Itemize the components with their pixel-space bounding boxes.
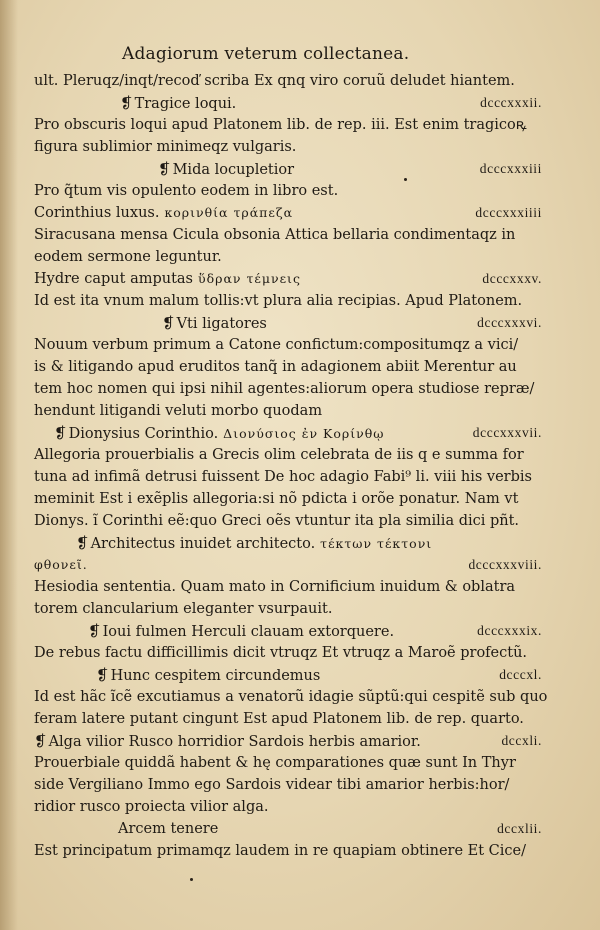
text-line — [34, 114, 542, 136]
text-line — [34, 532, 542, 554]
line-latin: Architectus inuidet architecto. — [90, 536, 316, 552]
adage-number: dcccxl. — [499, 667, 542, 682]
line-text — [34, 466, 532, 488]
greek-phrase: κορινθία τράπεζα — [159, 205, 294, 220]
text-line — [34, 554, 542, 576]
line-text — [34, 488, 518, 510]
text-line — [34, 158, 542, 180]
pilcrow-mark: ❡ — [88, 622, 101, 640]
line-latin: ult. Pleruqz/inqt/recoď scriba Ex qnq viro coruũ deludet hiantem. — [34, 73, 515, 89]
line-text — [34, 840, 526, 862]
line-latin: Hunc cespitem circundemus — [110, 668, 321, 684]
text-line — [34, 224, 542, 246]
text-line — [34, 796, 542, 818]
text-line — [34, 136, 542, 158]
page-body — [34, 70, 548, 862]
line-text — [34, 114, 527, 136]
line-latin: Ioui fulmen Herculi clauam extorquere. — [102, 624, 395, 640]
ink-speck — [190, 878, 193, 881]
text-line — [34, 576, 542, 598]
text-line — [34, 92, 542, 114]
text-line — [34, 378, 542, 400]
pilcrow-mark: ❡ — [34, 732, 47, 750]
line-text — [34, 598, 332, 620]
running-header: Adagiorum veterum collectanea. — [122, 44, 410, 64]
line-latin: Pro obscuris loqui apud Platonem lib. de rep. iii. Est enim tragicoꝶ — [34, 117, 527, 133]
line-text — [34, 224, 515, 246]
line-text — [34, 796, 269, 818]
text-line — [34, 246, 542, 268]
line-latin: torem clancularium eleganter vsurpauit. — [34, 601, 333, 617]
text-line — [34, 400, 542, 422]
line-text — [76, 532, 432, 555]
line-latin: Nouum verbum primum a Catone confictum:compositumqz a vici/ — [34, 337, 519, 353]
adage-number: dcccxxxiiii — [475, 205, 542, 220]
line-latin: figura sublimior minimeqz vulgaris. — [34, 139, 297, 155]
line-latin: Arcem tenere — [118, 821, 219, 837]
line-text — [34, 752, 516, 774]
text-line — [34, 466, 542, 488]
greek-phrase: ὕδραν τέμνεις — [193, 271, 301, 286]
text-line — [34, 840, 542, 862]
text-line — [34, 818, 542, 840]
line-text — [34, 444, 524, 466]
line-text — [34, 334, 518, 356]
greek-phrase: τέκτων τέκτονι — [315, 536, 433, 551]
line-text — [34, 708, 524, 730]
text-line — [34, 598, 542, 620]
line-latin: is & litigando apud eruditos tanq̃ in adagionem abiit Merentur au — [34, 359, 517, 375]
line-text — [34, 70, 515, 92]
pilcrow-mark: ❡ — [96, 666, 109, 684]
pilcrow-mark: ❡ — [76, 534, 89, 552]
line-latin: eodem sermone leguntur. — [34, 249, 222, 265]
line-text — [88, 620, 394, 643]
pilcrow-mark: ❡ — [158, 160, 171, 178]
text-line — [34, 664, 542, 686]
text-line — [34, 730, 542, 752]
line-text — [34, 268, 301, 290]
text-line — [34, 422, 542, 444]
line-latin: tuna ad infimã detrusi fuissent De hoc adagio Fabi⁹ li. viii his verbis — [34, 469, 532, 485]
adage-number: dccxlii. — [497, 821, 542, 836]
pilcrow-mark: ❡ — [54, 424, 67, 442]
text-line — [34, 510, 542, 532]
line-text — [158, 158, 294, 181]
line-text — [162, 312, 267, 335]
text-line — [34, 774, 542, 796]
line-text — [34, 774, 509, 796]
adage-number: dcccxxxvi. — [477, 315, 542, 330]
line-latin: Dionysius Corinthio. — [68, 426, 219, 442]
text-line — [34, 290, 542, 312]
line-text — [34, 246, 222, 268]
line-latin: Id est ita vnum malum tollis:vt plura alia recipias. Apud Platonem. — [34, 293, 523, 309]
greek-phrase: Διονύσιος ἐν Κορίνθῳ — [218, 426, 385, 441]
line-text — [34, 202, 293, 224]
line-latin: Id est hãc ĩcẽ excutiamus a venatorũ idagie sũptũ:qui cespitẽ sub quo — [34, 689, 548, 705]
line-text — [34, 554, 88, 576]
text-line — [34, 752, 542, 774]
line-latin: De rebus factu difficillimis dicit vtruqz Et vtruqz a Maroẽ profectũ. — [34, 645, 528, 661]
line-latin: Allegoria prouerbialis a Grecis olim celebrata de iis q e summa for — [34, 447, 524, 463]
line-text — [34, 400, 322, 422]
adage-number: dcccxxxiii — [479, 161, 542, 176]
text-line — [34, 180, 542, 202]
line-latin: side Vergiliano Immo ego Sardois videar tibi amarior herbis:hor/ — [34, 777, 510, 793]
line-latin: Prouerbiale quiddã habent & hę comparationes quæ sunt In Thyr — [34, 755, 516, 771]
adage-number: dcccxxxvii. — [472, 425, 542, 440]
line-text — [34, 290, 522, 312]
text-line — [34, 202, 542, 224]
text-line — [34, 70, 542, 92]
line-latin: Corinthius luxus. — [34, 205, 160, 221]
text-line — [34, 686, 548, 708]
line-latin: ridior rusco proiecta vilior alga. — [34, 799, 269, 815]
text-line — [34, 444, 542, 466]
adage-number: dcccxxxviii. — [468, 557, 542, 572]
text-line — [34, 488, 542, 510]
pilcrow-mark: ❡ — [162, 314, 175, 332]
adage-number: dcccxxxix. — [477, 623, 542, 638]
line-latin: Pro q̃tum vis opulento eodem in libro est. — [34, 183, 339, 199]
greek-phrase: φθονεῖ. — [34, 557, 88, 572]
line-latin: meminit Est i exẽplis allegoria:si nõ pdicta i orõe ponatur. Nam vt — [34, 491, 519, 507]
line-text — [96, 664, 320, 687]
line-latin: Est principatum primamqz laudem in re quapiam obtinere Et Cice/ — [34, 843, 526, 859]
line-latin: Vti ligatores — [176, 316, 267, 332]
line-text — [34, 378, 534, 400]
text-line — [34, 708, 542, 730]
line-text — [34, 686, 547, 708]
line-text — [54, 422, 384, 445]
text-line — [34, 642, 542, 664]
adage-number: dcccxxxii. — [480, 95, 542, 110]
line-latin: hendunt litigandi veluti morbo quodam — [34, 403, 323, 419]
line-latin: Dionys. ĩ Corinthi eẽ:quo Greci oẽs vtuntur ita pla similia dici pñt. — [34, 513, 520, 529]
line-latin: Tragice loqui. — [134, 96, 237, 112]
line-text — [34, 642, 527, 664]
line-text — [34, 510, 519, 532]
page-spine-shadow — [0, 0, 18, 930]
line-latin: Hesiodia sententia. Quam mato in Cornificium inuidum & oblatra — [34, 579, 516, 595]
line-latin: Alga vilior Rusco horridior Sardois herbis amarior. — [48, 734, 421, 750]
line-latin: Hydre caput amputas — [34, 271, 193, 287]
text-line — [34, 268, 542, 290]
line-latin: feram latere putant cingunt Est apud Platonem lib. de rep. quarto. — [34, 711, 524, 727]
text-line — [34, 312, 542, 334]
line-text — [118, 818, 218, 840]
line-latin: Mida locupletior — [172, 162, 295, 178]
pilcrow-mark: ❡ — [120, 94, 133, 112]
text-line — [34, 620, 542, 642]
adage-number: dcccxxxv. — [482, 271, 542, 286]
ink-speck — [404, 178, 407, 181]
adage-number: dccxli. — [501, 733, 542, 748]
line-text — [34, 356, 517, 378]
line-latin: Siracusana mensa Cicula obsonia Attica bellaria condimentaqz in — [34, 227, 516, 243]
line-text — [34, 180, 338, 202]
line-text — [34, 136, 296, 158]
line-text — [120, 92, 236, 115]
line-latin: tem hoc nomen qui ipsi nihil agentes:aliorum opera studiose repræ/ — [34, 381, 535, 397]
text-line — [34, 334, 542, 356]
line-text — [34, 576, 515, 598]
line-text — [34, 730, 421, 753]
text-line — [34, 356, 542, 378]
